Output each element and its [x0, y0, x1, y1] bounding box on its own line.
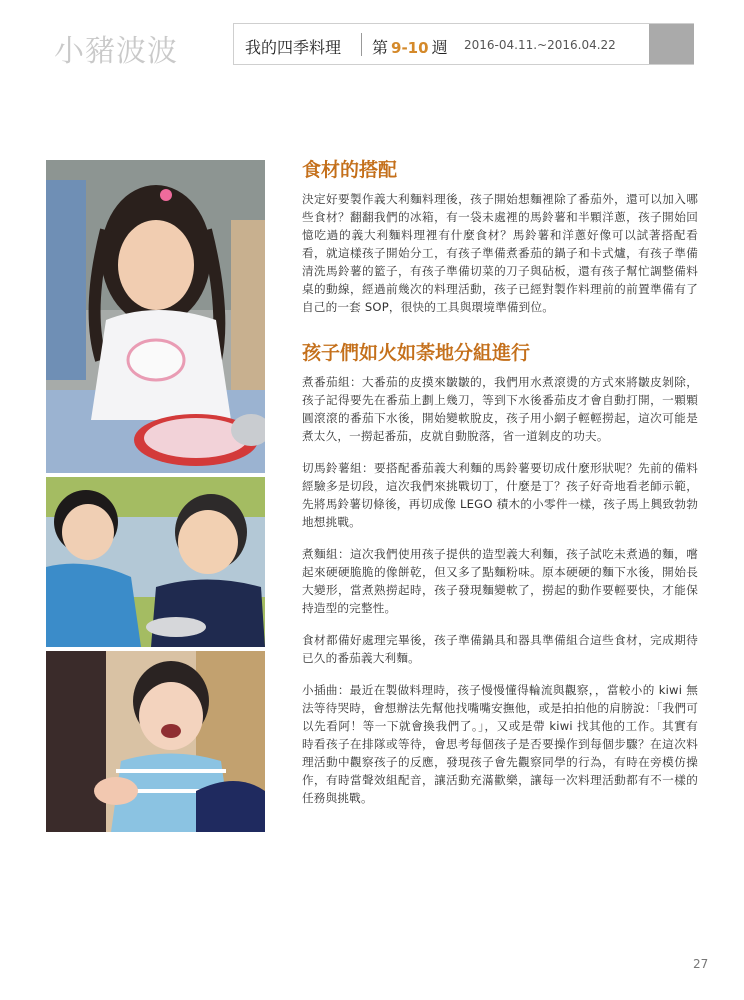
girl-cutting-tomato-photo: [46, 160, 265, 473]
section-title-groups: 孩子們如火如荼地分組進行: [302, 342, 531, 364]
header-bar: [233, 23, 694, 65]
week-label: [372, 35, 448, 58]
potato-group-paragraph: 切馬鈴薯組：要搭配番茄義大利麵的馬鈴薯要切成什麼形狀呢？先前的備料經驗多是切段，這次我們來挑戰切丁，什麼是丁？孩子好奇地看老師示範，先將馬鈴薯切條後，再切成像 LEGO 積木的小零件一樣，孩子馬上興致勃勃地想挑戰。: [302, 461, 698, 529]
boys-talking-photo: [46, 477, 265, 647]
week-number: 9-10: [391, 39, 429, 57]
header-divider: [361, 33, 362, 56]
assembly-paragraph: 食材都備好處理完畢後，孩子準備鍋具和器具準備組合這些食材，完成期待已久的番茄義大利麵。: [302, 633, 698, 665]
page-number: 27: [693, 957, 709, 971]
tomato-group-paragraph: 煮番茄組：大番茄的皮摸來皺皺的，我們用水煮滾燙的方式來將皺皮剝除，孩子記得要先在番茄上劃上幾刀，等到下水後番茄皮才會自動打開，一顆顆圓滾滾的番茄下水後，開始變軟脫皮，孩子用小網子輕輕撈起，這次可能是煮太久，一撈起番茄，皮就自動脫落，省一道剝皮的功夫。: [302, 375, 698, 443]
week-prefix: 第: [372, 38, 389, 57]
series-title: 我的四季料理: [245, 38, 342, 57]
header-color-block: [649, 24, 694, 64]
noodle-group-paragraph: 煮麵組：這次我們使用孩子提供的造型義大利麵，孩子試吃未煮過的麵，嚐起來硬硬脆脆的像餅乾，但又多了點麵粉味。原本硬硬的麵下水後，開始長大變形，當煮熟撈起時，孩子發現麵變軟了，撈起的動作要輕要快，才能保持造型的完整性。: [302, 547, 698, 615]
week-suffix: 週: [431, 38, 448, 57]
brand-title: 小豬波波: [54, 34, 178, 69]
section-title-ingredients: 食材的搭配: [302, 159, 398, 181]
date-range: 2016-04.11.~2016.04.22: [464, 38, 616, 52]
article-content: [302, 155, 698, 807]
ingredients-paragraph: 決定好要製作義大利麵料理後，孩子開始想麵裡除了番茄外，還可以加入哪些食材？翻翻我們的冰箱，有一袋未處裡的馬鈴薯和半顆洋蔥，孩子開始回憶吃過的義大利麵料理裡有什麼食材？馬鈴薯和洋蔥好像可以試著搭配看看，就這樣孩子開始分工，有孩子準備煮番茄的鍋子和卡式爐，有孩子準備清洗馬鈴薯的籃子，有孩子準備切菜的刀子與砧板，還有孩子幫忙調整備料桌的動線，經過前幾次的料理活動，孩子已經對製作料理前的前置準備有了自己的一套 SOP，很快的工具與環境準備到位。: [302, 192, 698, 314]
crying-boy-photo: [46, 651, 265, 832]
episode-paragraph: 小插曲：最近在製做料理時，孩子慢慢懂得輪流與觀察，，當較小的 kiwi 無法等待哭時，會想辦法先幫他找嘴嘴安撫他，或是拍拍他的肩膀說：「我們可以先看阿！等一下就會換我們了。」，又或是帶 kiwi 找其他的工作。其實有時看孩子在排隊或等待，會思考每個孩子是否要操作到每個步驟？在這次料理活動中觀察孩子的反應，發現孩子會先觀察同學的行為，有時在旁模仿操作，有時當聲效組配音，讓活動充滿歡樂，讓每一次料理活動都有不一樣的任務與挑戰。: [302, 683, 698, 805]
